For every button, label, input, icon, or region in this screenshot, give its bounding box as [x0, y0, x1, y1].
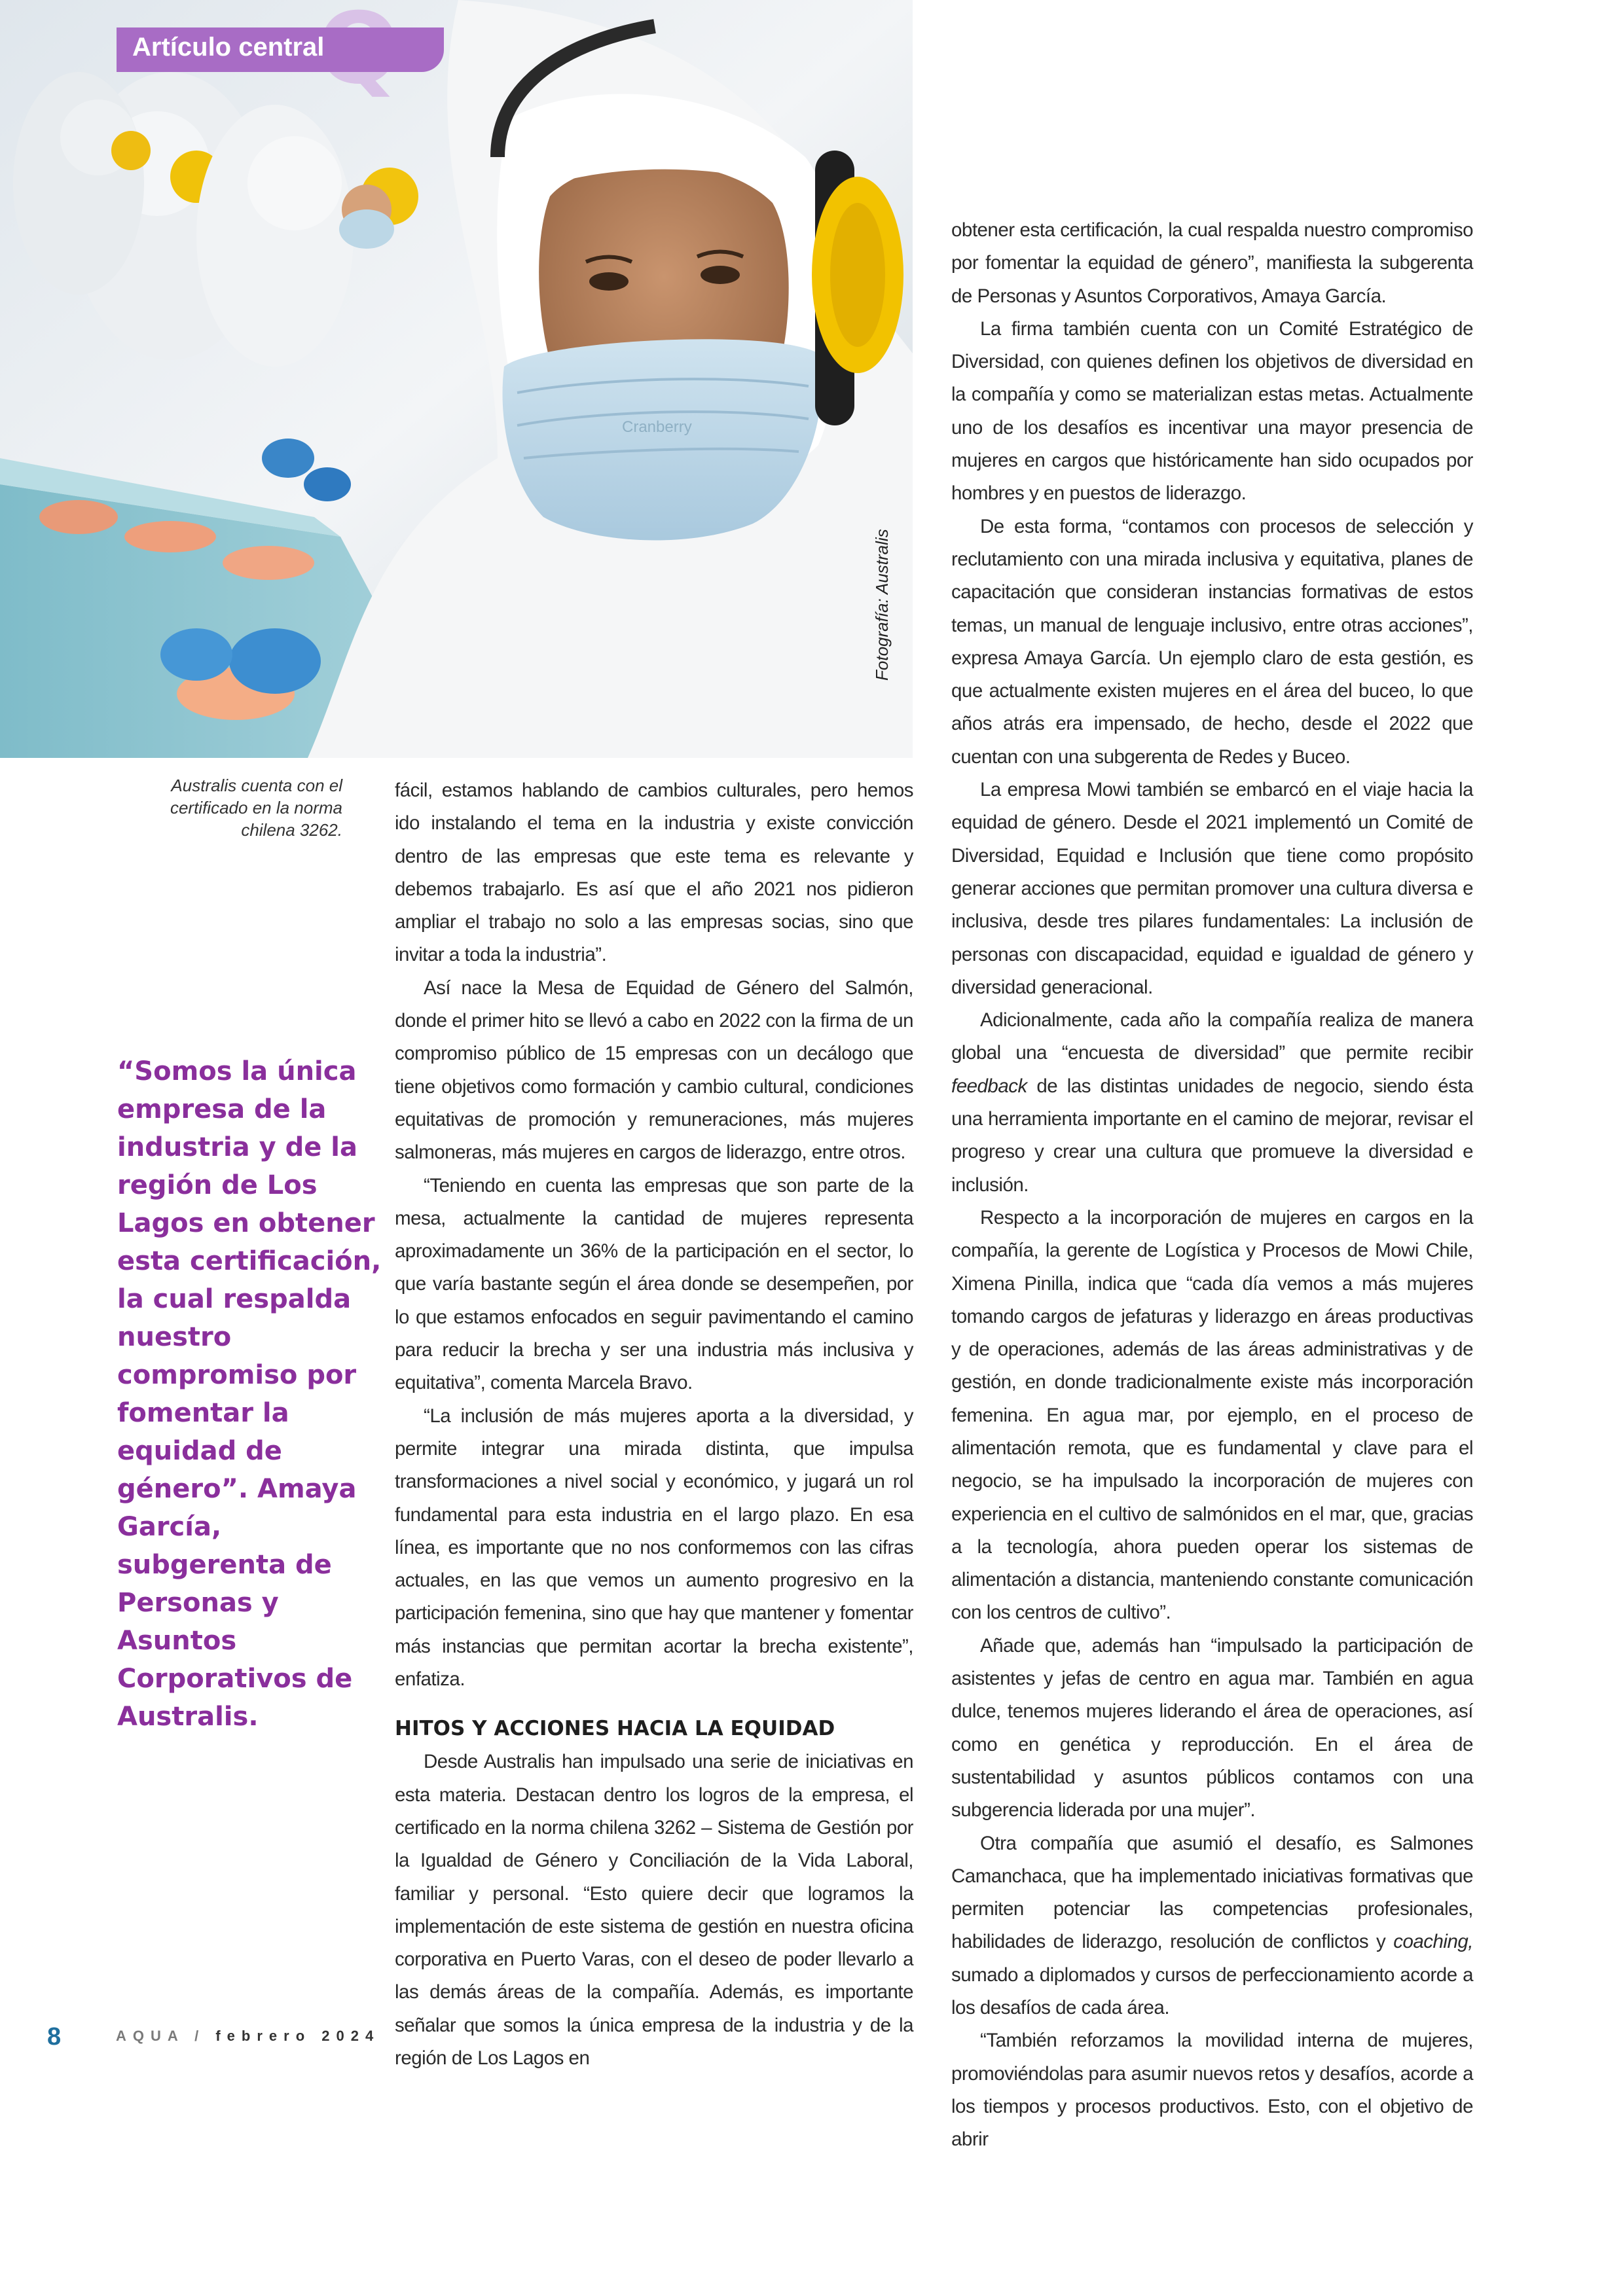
paragraph: La empresa Mowi también se embarcó en el viaje hacia la equidad de género. Desde el 2021 implementó un Comité de Diversidad, Equidad e Inclusión que tiene como propósito generar acciones que permitan promover una cultura diversa e inclusiva, desde tres pilares fundamentales: La inclusión de personas con discapacidad, equidad e igualdad de género y diversidad generacional. [951, 779, 1473, 998]
paragraph: La firma también cuenta con un Comité Estratégico de Diversidad, con quienes definen los objetivos de diversidad en la compañía y como se materializan estas metas. Actualmente uno de los desafíos es incentivar una mayor presencia de mujeres en cargos que históricamente han sido ocupados por hombres y en puestos de liderazgo. [951, 317, 1473, 505]
header-photo [0, 0, 913, 758]
paragraph-text: sumado a diplomados y cursos de perfeccionamiento acorde a los desafíos de cada área. [951, 1964, 1473, 2019]
paragraph: obtener esta certificación, la cual respalda nuestro compromiso por fomentar la equidad de género”, manifiesta la subgerenta de Personas y Asuntos Corporativos, Amaya García. [951, 219, 1473, 307]
emphasis-text: feedback [951, 1075, 1027, 1097]
paragraph: Respecto a la incorporación de mujeres en cargos en la compañía, la gerente de Logística y Procesos de Mowi Chile, Ximena Pinilla, indica que “cada día vemos a más mujeres tomando cargos de jefaturas y liderazgo en áreas productivas y de operaciones, además de las áreas administrativas y de gestión, en donde tradicionalmente existe más incorporación femenina. En agua mar, por ejemplo, en el proceso de alimentación remota, que es fundamental y clave para el negocio, se ha impulsado la incorporación de mujeres con experiencia en el cultivo de salmónidos en el mar, que, gracias a la tecnología, ahora pueden operar los sistemas de alimentación a distancia, manteniendo constante comunicación con los centros de cultivo”. [951, 1206, 1473, 1624]
pull-quote [117, 1052, 392, 1736]
paragraph: De esta forma, “contamos con procesos de selección y reclutamiento con una mirada inclusiva y equitativa, planes de capacitación que consideran instancias formativas de estos temas, un manual de lenguaje inclusivo, entre otras acciones”, expresa Amaya García. Un ejemplo claro de esta gestión, es que actualmente existen mujeres en el área del buceo, lo que años atrás era impensado, de hecho, desde el 2022 que cuentan con una subgerenta de Redes y Buceo. [951, 515, 1473, 768]
emphasis-text: coaching, [1393, 1931, 1473, 1953]
mask-brand-text: Cranberry [622, 418, 692, 436]
paragraph [951, 1004, 1473, 1202]
article-column-2 [951, 214, 1473, 2157]
issue-date: febrero 2024 [215, 2028, 380, 2044]
paragraph: “También reforzamos la movilidad interna de mujeres, promoviéndolas para asumir nuevos retos y desafíos, acorde a los tiempos y procesos productivos. Esto, con el objetivo de abrir [951, 2030, 1473, 2151]
photo-credit: Fotografía: Australis [872, 529, 892, 681]
page-number: 8 [47, 2023, 62, 2051]
footer-masthead [116, 2028, 380, 2045]
worker-photo-illustration [0, 0, 913, 758]
article-column-1 [395, 774, 913, 2075]
section-tab [117, 27, 444, 72]
magazine-name: AQUA [116, 2028, 184, 2044]
paragraph: Así nace la Mesa de Equidad de Género del Salmón, donde el primer hito se llevó a cabo en 2022 con la firma de un compromiso público de 15 empresas con un decálogo que tiene objetivos como formación y cambio cultural, condiciones equitativas de promoción y remuneraciones, más mujeres salmoneras, más mujeres en cargos de liderazgo, entre otros. [395, 977, 913, 1164]
paragraph: “La inclusión de más mujeres aporta a la diversidad, y permite integrar una mirada distinta, que impulsa transformaciones a nivel social y económico, y jugará un rol fundamental para esta industria en el largo plazo. En esa línea, es importante que no nos conformemos con las cifras actuales, en las que vemos un aumento progresivo en la participación femenina, sino que hay que mantener y fomentar más instancias que permitan acortar la brecha existente”, enfatiza. [395, 1405, 913, 1691]
paragraph-text: Otra compañía que asumió el desafío, es Salmones Camanchaca, que ha implementado iniciativas formativas que permiten potenciar las competencias profesionales, habilidades de liderazgo, resolución de conflictos y [951, 1832, 1473, 1953]
section-label: Artículo central [132, 33, 325, 62]
paragraph: “Teniendo en cuenta las empresas que son parte de la mesa, actualmente la cantidad de mujeres representa aproximadamente un 36% de la participación en el sector, lo que varía bastante según el área donde se desempeñen, por lo que estamos enfocados en seguir pavimentando el camino para reducir la brecha y ser una industria más inclusiva y equitativa”, comenta Marcela Bravo. [395, 1174, 913, 1394]
pull-quote-text: “Somos la única empresa de la industria y de la región de Los Lagos en obtener esta certificación, la cual respalda nuestro compromiso por fomentar la equidad de género”. Amaya García, subgerenta de Personas y Asuntos Corporativos de Australis. [117, 1056, 382, 1732]
paragraph-text: de las distintas unidades de negocio, siendo ésta una herramienta importante en el camino de mejorar, revisar el progreso y crear una cultura que promueve la diversidad e inclusión. [951, 1075, 1473, 1196]
photo-caption: Australis cuenta con el certificado en la norma chilena 3262. [170, 776, 342, 840]
paragraph: Añade que, además han “impulsado la participación de asistentes y jefas de centro en agua mar. También en agua dulce, tenemos mujeres liderando el área de operaciones, así como en genética y reproducción. En el área de sustentabilidad y asuntos públicos contamos con una subgerencia liderada por una mujer”. [951, 1634, 1473, 1821]
paragraph [951, 1827, 1473, 2025]
section-subheading: HITOS Y ACCIONES HACIA LA EQUIDAD [395, 1717, 835, 1741]
footer-separator: / [194, 2028, 206, 2044]
paragraph-text: Adicionalmente, cada año la compañía realiza de manera global una “encuesta de diversidad” que permite recibir [951, 1009, 1473, 1064]
paragraph: fácil, estamos hablando de cambios culturales, pero hemos ido instalando el tema en la industria y existe convicción dentro de las empresas que este tema es relevante y debemos trabajarlo. Es así que el año 2021 nos pidieron ampliar el trabajo no solo a las empresas socias, sino que invitar a toda la industria”. [395, 780, 913, 966]
paragraph: Desde Australis han impulsado una serie de iniciativas en esta materia. Destacan dentro los logros de la empresa, el certificado en la norma chilena 3262 – Sistema de Gestión por la Igualdad de Género y Conciliación de la Vida Laboral, familiar y personal. “Esto quiere decir que logramos la implementación de este sistema de gestión en nuestra oficina corporativa en Puerto Varas, con el deseo de poder llevarlo a las demás áreas de la compañía. Además, es importante señalar que somos la única empresa de la industria y de la región de Los Lagos en [395, 1751, 913, 2069]
